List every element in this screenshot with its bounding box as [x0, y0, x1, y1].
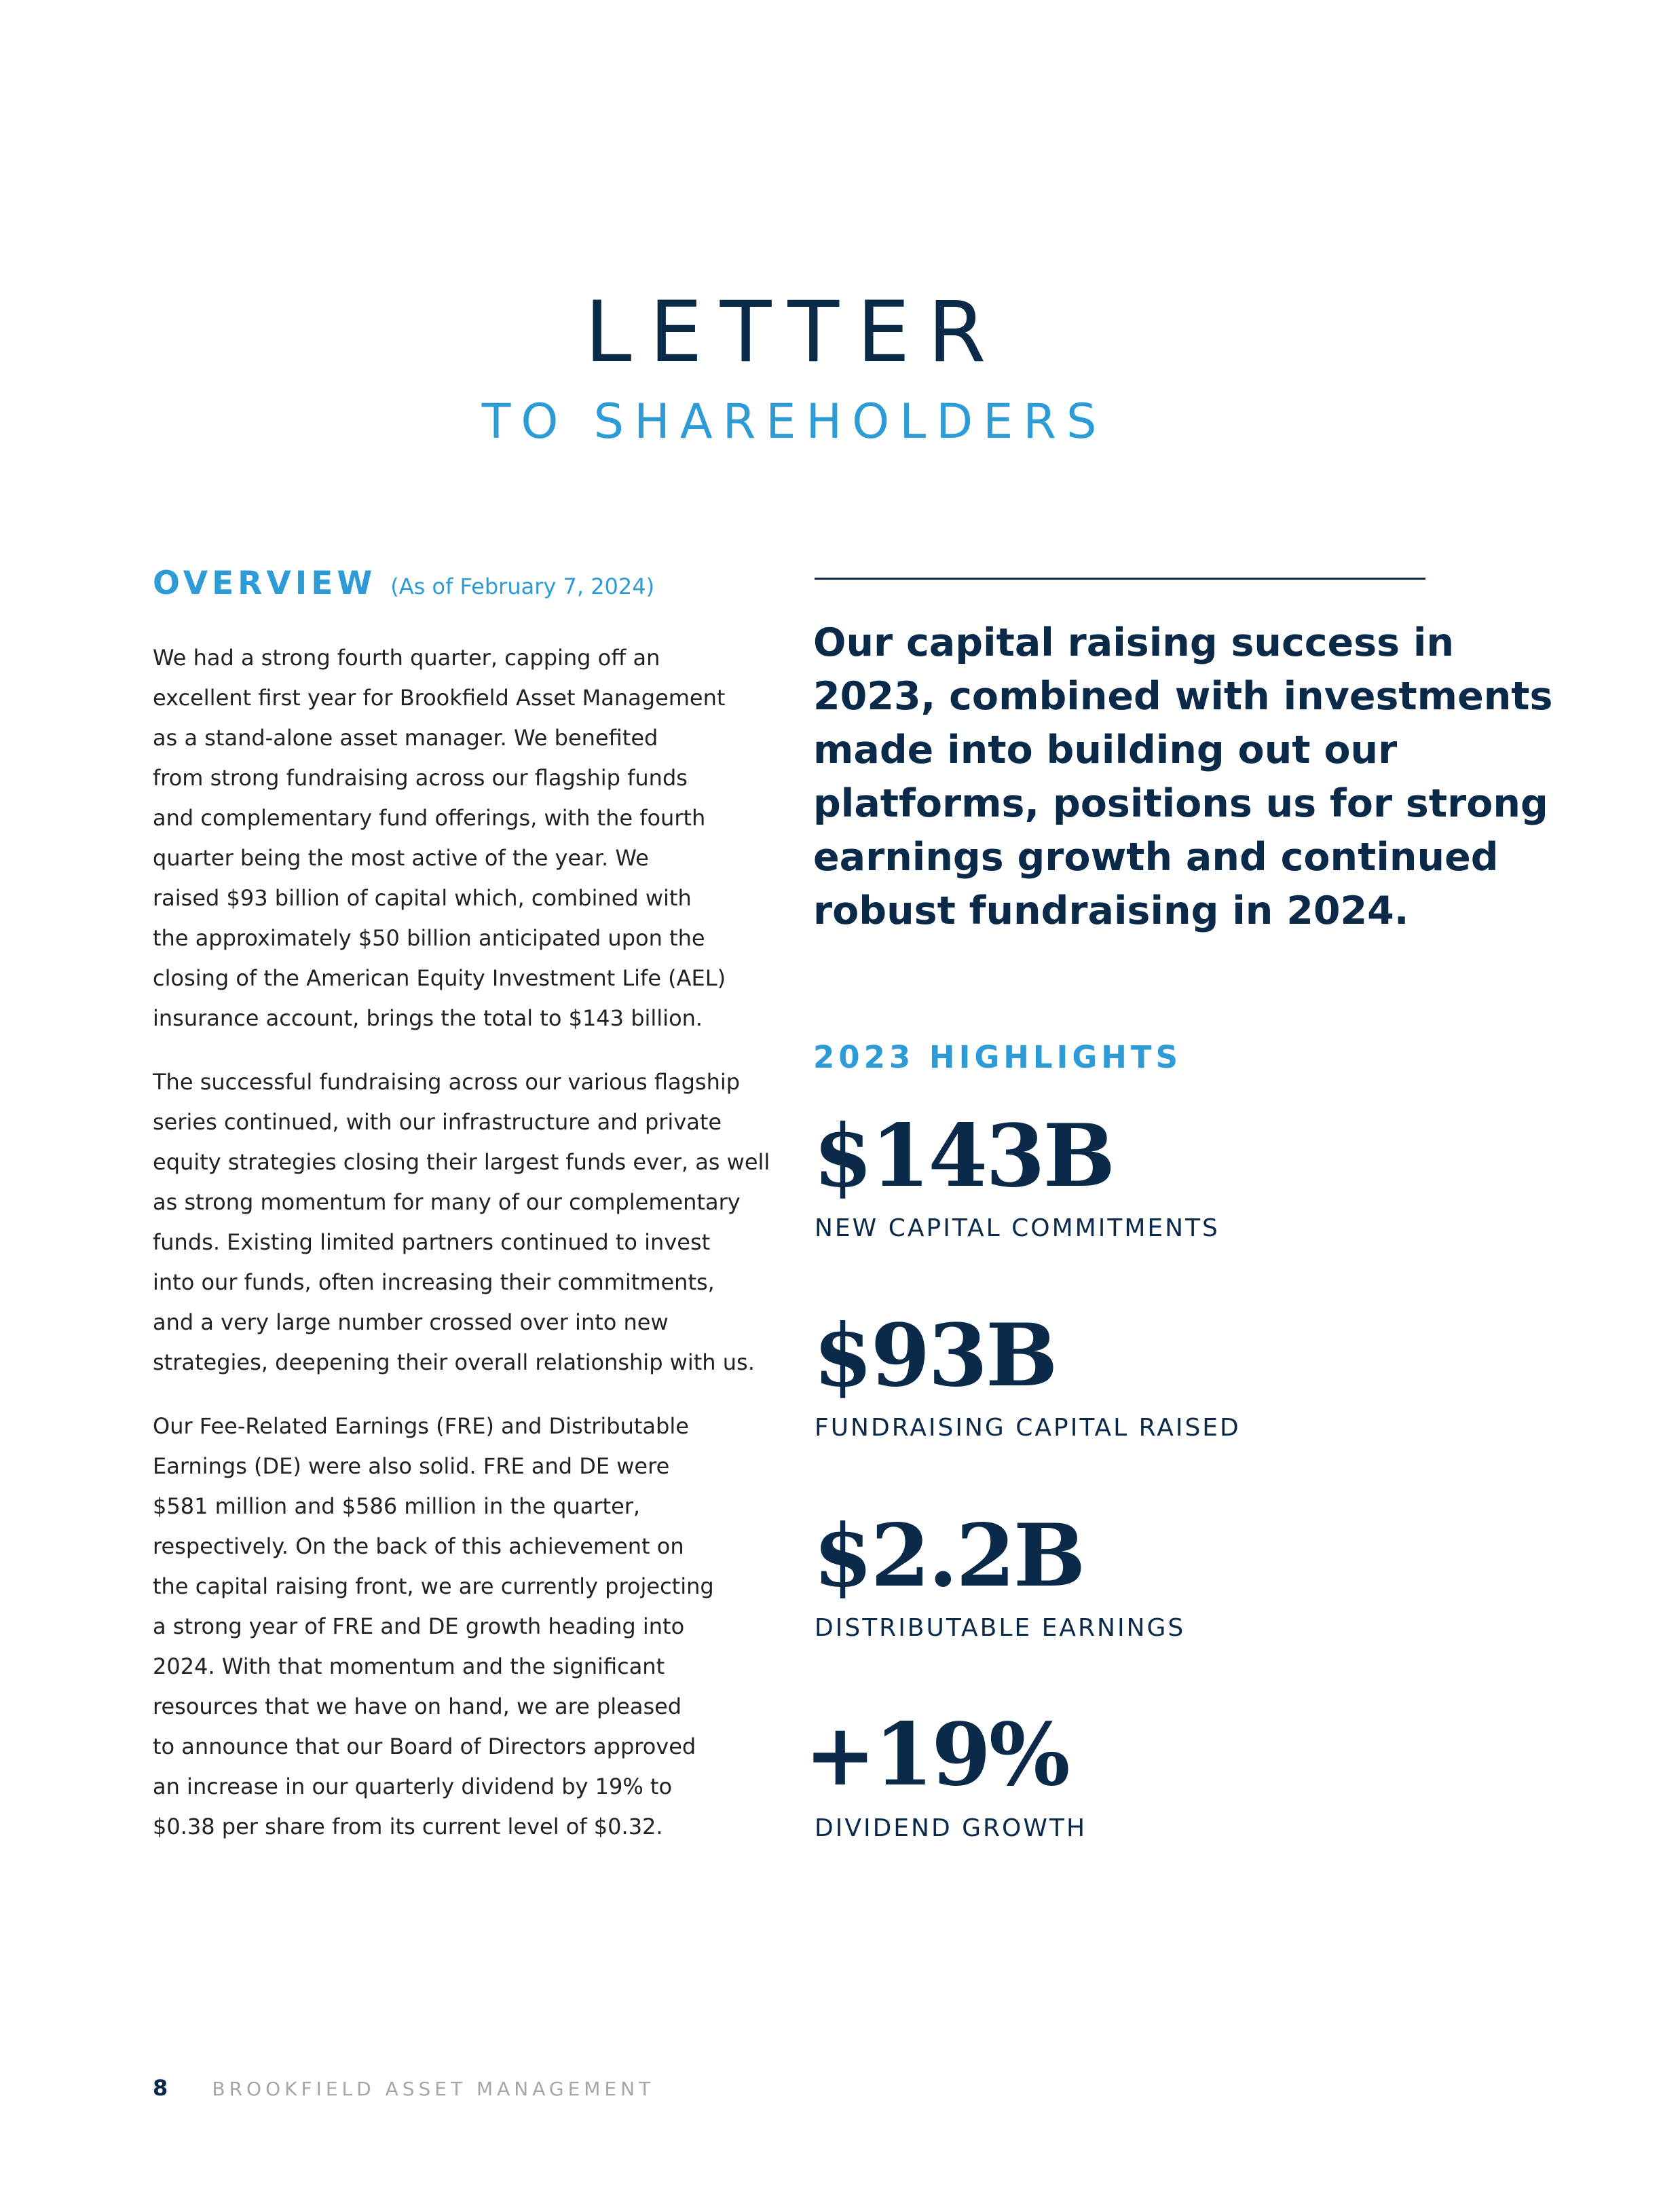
body-line: equity strategies closing their largest funds ever, as well	[153, 1149, 770, 1175]
overview-date-note: (As of February 7, 2024)	[390, 574, 655, 599]
body-line: $581 million and $586 million in the quarter,	[153, 1493, 641, 1519]
highlight-label-capital-commitments: NEW CAPITAL COMMITMENTS	[815, 1214, 1220, 1242]
body-line: We had a strong fourth quarter, capping off an	[153, 645, 660, 671]
body-line: and a very large number crossed over into new	[153, 1309, 669, 1335]
body-line: closing of the American Equity Investment Life (AEL)	[153, 965, 726, 991]
body-line: as a stand-alone asset manager. We benefited	[153, 725, 658, 751]
page-number: 8	[153, 2075, 168, 2101]
overview-body	[153, 638, 777, 1871]
body-line: a strong year of FRE and DE growth heading into	[153, 1613, 685, 1639]
body-line: Earnings (DE) were also solid. FRE and DE were	[153, 1453, 670, 1479]
body-line: Our Fee-Related Earnings (FRE) and Distributable	[153, 1413, 689, 1439]
highlight-value-dividend-growth: +19%	[804, 1704, 1068, 1805]
overview-paragraph-2	[153, 1062, 777, 1383]
body-line: to announce that our Board of Directors approved	[153, 1734, 696, 1759]
pull-quote-divider	[815, 578, 1425, 580]
pull-quote-line: 2023, combined with investments	[813, 674, 1553, 719]
highlights-heading: 2023 HIGHLIGHTS	[813, 1039, 1182, 1075]
overview-heading-row	[153, 565, 655, 602]
pull-quote-line: Our capital raising success in	[813, 620, 1455, 665]
body-line: excellent first year for Brookfield Asset Management	[153, 685, 726, 711]
body-line: the approximately $50 billion anticipated upon the	[153, 925, 705, 951]
highlight-value-capital-commitments: $143B	[813, 1106, 1114, 1206]
body-line: the capital raising front, we are currently projecting	[153, 1573, 714, 1599]
pull-quote-line: robust fundraising in 2024.	[813, 888, 1409, 933]
highlight-value-distributable-earnings: $2.2B	[813, 1505, 1084, 1606]
body-line: and complementary fund offerings, with the fourth	[153, 805, 706, 831]
body-line: strategies, deepening their overall relationship with us.	[153, 1349, 755, 1375]
body-line: as strong momentum for many of our complementary	[153, 1189, 741, 1215]
body-line: The successful fundraising across our various flagship	[153, 1069, 741, 1095]
body-line: resources that we have on hand, we are pleased	[153, 1694, 682, 1719]
body-line: funds. Existing limited partners continued to invest	[153, 1229, 711, 1255]
pull-quote	[813, 616, 1560, 938]
body-line: quarter being the most active of the year. We	[153, 845, 649, 871]
body-line: $0.38 per share from its current level of $0.32.	[153, 1814, 663, 1839]
highlight-label-distributable-earnings: DISTRIBUTABLE EARNINGS	[815, 1614, 1186, 1642]
page-footer	[153, 2077, 654, 2099]
body-line: series continued, with our infrastructure and private	[153, 1109, 722, 1135]
body-line: raised $93 billion of capital which, combined with	[153, 885, 692, 911]
highlight-value-fundraising: $93B	[813, 1305, 1056, 1406]
body-line: respectively. On the back of this achievement on	[153, 1533, 684, 1559]
footer-company-name: BROOKFIELD ASSET MANAGEMENT	[212, 2078, 655, 2100]
page-title: LETTER	[584, 284, 1004, 381]
page-subtitle: TO SHAREHOLDERS	[481, 394, 1107, 449]
body-line: insurance account, brings the total to $143 billion.	[153, 1005, 703, 1031]
overview-paragraph-1	[153, 638, 777, 1039]
overview-heading: OVERVIEW	[153, 565, 377, 602]
pull-quote-line: made into building out our	[813, 728, 1398, 772]
body-line: an increase in our quarterly dividend by 19% to	[153, 1774, 673, 1799]
body-line: into our funds, often increasing their commitments,	[153, 1269, 715, 1295]
overview-paragraph-3	[153, 1406, 777, 1847]
highlight-label-dividend-growth: DIVIDEND GROWTH	[815, 1814, 1087, 1842]
body-line: from strong fundraising across our flagship funds	[153, 765, 688, 791]
pull-quote-line: earnings growth and continued	[813, 835, 1499, 880]
pull-quote-line: platforms, positions us for strong	[813, 781, 1548, 826]
highlight-label-fundraising: FUNDRAISING CAPITAL RAISED	[815, 1414, 1241, 1442]
body-line: 2024. With that momentum and the significant	[153, 1653, 665, 1679]
